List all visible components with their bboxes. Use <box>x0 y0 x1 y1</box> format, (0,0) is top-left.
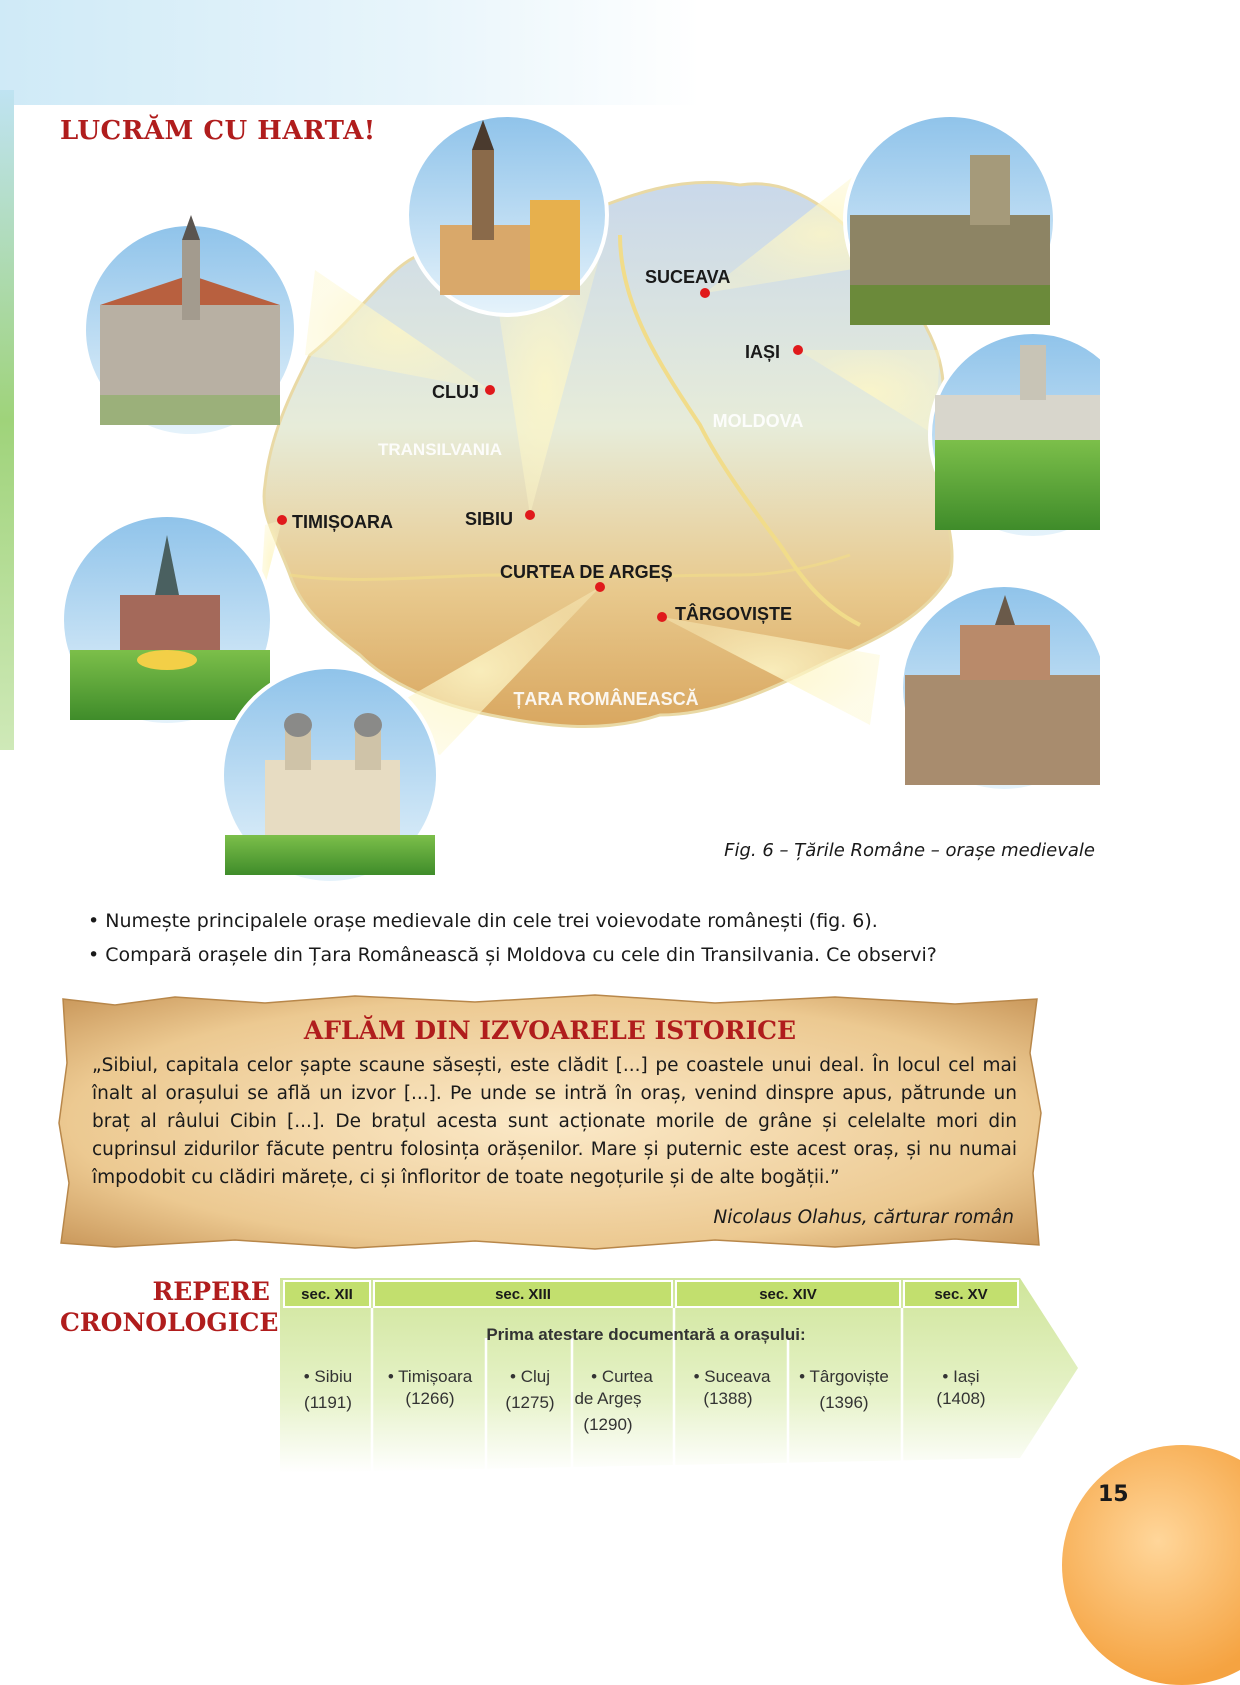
marker-targoviste <box>657 612 667 622</box>
city-suceava: SUCEAVA <box>645 267 731 287</box>
city-curtea-de-arges: CURTEA DE ARGEȘ <box>500 562 673 582</box>
entry-timisoara-name: • Timișoara <box>387 1367 473 1386</box>
entry-sibiu-year: (1191) <box>304 1393 352 1412</box>
region-moldova: MOLDOVA <box>712 411 804 431</box>
entry-timisoara-year: (1266) <box>405 1389 455 1408</box>
left-decor-strip <box>0 90 14 750</box>
sources-quote: „Sibiul, capitala celor șapte scaune săsești, este clădit [...] pe coastele unui deal. În locul cel mai înalt al orașului se află un izvor [...]. Pe unde se intră în oraș, venind dinspre apus, pătrunde un braț al râului Cibin [...]. De brațul acesta sunt acționate morile de grâne și celelalte mori din cuprinsul zidurilor făcute pentru folosința orășenilor. Mare și puternic este acest oraș, și nu numai împodobit cu clădiri mărețe, ci și înfloritor de toate negoțurile și de alte bogății.” <box>92 1055 1017 1188</box>
photo-targoviste <box>901 585 1100 791</box>
marker-curtea-de-arges <box>595 582 605 592</box>
entry-iasi-name: • Iași <box>942 1367 980 1386</box>
photo-timisoara <box>62 515 272 725</box>
entry-sibiu-name: • Sibiu <box>303 1367 353 1386</box>
century-xiv: sec. XIV <box>759 1286 817 1303</box>
entry-curtea-name-2: de Argeș <box>574 1389 642 1408</box>
entry-targoviste-year: (1396) <box>819 1393 869 1412</box>
entry-suceava-name: • Suceava <box>693 1367 771 1386</box>
photo-suceava <box>845 115 1055 325</box>
century-xv: sec. XV <box>934 1286 988 1303</box>
photo-sibiu <box>407 115 607 315</box>
timeline <box>280 1278 1080 1478</box>
section-title: LUCRĂM CU HARTA! <box>60 116 376 146</box>
sources-author: Nicolaus Olahus, cărturar român <box>713 1207 1014 1228</box>
page-number: 15 <box>1098 1482 1129 1507</box>
figure-caption: Fig. 6 – Țările Române – orașe medievale <box>724 840 1095 861</box>
marker-suceava <box>700 288 710 298</box>
entry-cluj-year: (1275) <box>505 1393 555 1412</box>
photo-curtea-de-arges <box>222 667 438 883</box>
sources-title: AFLĂM DIN IZVOARELE ISTORICE <box>303 1016 797 1045</box>
entry-curtea-year: (1290) <box>583 1415 633 1434</box>
timeline-heading <box>60 1276 279 1338</box>
city-sibiu: SIBIU <box>465 509 514 529</box>
entry-iasi-year: (1408) <box>936 1389 986 1408</box>
entry-suceava-year: (1388) <box>703 1389 753 1408</box>
timeline-heading-line1: REPERE <box>152 1277 270 1306</box>
region-transilvania: TRANSILVANIA <box>377 440 503 459</box>
sky-background <box>0 0 700 105</box>
photo-cluj <box>84 215 296 436</box>
entry-curtea-name-1: • Curtea <box>591 1367 653 1386</box>
marker-timisoara <box>277 515 287 525</box>
page-number-badge <box>1062 1445 1240 1685</box>
question-1: • Numește principalele orașe medievale din cele trei voievodate românești (fig. 6). <box>88 910 878 932</box>
entry-targoviste-name: • Târgoviște <box>799 1367 889 1386</box>
city-iasi: IAȘI <box>745 342 781 362</box>
marker-sibiu <box>525 510 535 520</box>
city-timisoara: TIMIȘOARA <box>292 512 393 532</box>
century-xii: sec. XII <box>301 1286 353 1303</box>
city-cluj: CLUJ <box>432 382 480 402</box>
century-xiii: sec. XIII <box>495 1286 551 1303</box>
region-tara-romaneasca: ȚARA ROMÂNEASCĂ <box>513 689 699 709</box>
marker-iasi <box>793 345 803 355</box>
timeline-subtitle: Prima atestare documentară a orașului: <box>486 1325 806 1344</box>
photo-iasi <box>930 332 1100 538</box>
marker-cluj <box>485 385 495 395</box>
entry-cluj-name: • Cluj <box>510 1367 550 1386</box>
question-2: • Compară orașele din Țara Românească și Moldova cu cele din Transilvania. Ce observi? <box>88 944 937 966</box>
city-targoviste: TÂRGOVIȘTE <box>675 604 793 624</box>
medieval-towns-map <box>60 105 1100 885</box>
timeline-heading-line2: CRONOLOGICE <box>60 1308 279 1337</box>
